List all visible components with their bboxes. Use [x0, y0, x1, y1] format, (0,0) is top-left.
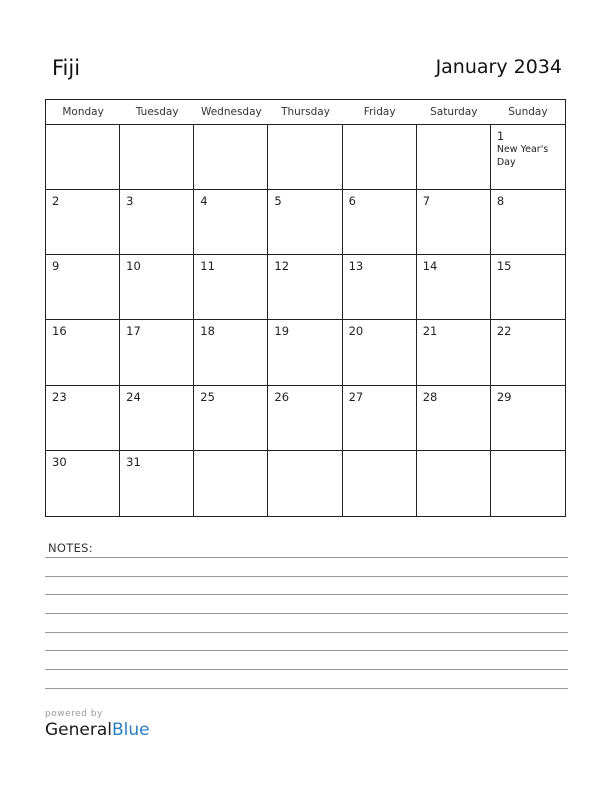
- day-cell: [194, 255, 268, 320]
- day-number: 28: [422, 389, 438, 404]
- day-cell: [194, 320, 268, 385]
- weekday-header: [46, 100, 565, 125]
- day-cell: [120, 190, 194, 255]
- day-cell: [268, 190, 342, 255]
- weekday-label: Saturday: [430, 106, 478, 118]
- day-number: 18: [200, 324, 215, 339]
- note-line: [45, 688, 568, 689]
- day-cell: [194, 125, 268, 190]
- day-cell: [46, 125, 120, 190]
- day-number: 15: [496, 259, 512, 274]
- day-cell: [343, 320, 417, 385]
- day-number: 30: [52, 454, 67, 469]
- day-number: 4: [200, 194, 208, 209]
- weekday-label: Thursday: [281, 106, 330, 118]
- day-cell: [417, 451, 491, 516]
- day-number: 23: [52, 389, 67, 404]
- day-cell: [46, 451, 120, 516]
- note-line: [45, 613, 568, 614]
- day-cell: [417, 255, 491, 320]
- day-cell: [343, 386, 417, 451]
- day-cell: [491, 125, 565, 190]
- note-line: [45, 576, 568, 577]
- day-number: 14: [422, 259, 438, 274]
- day-cell: [417, 386, 491, 451]
- day-cell: [268, 320, 342, 385]
- day-cell: [343, 190, 417, 255]
- day-number: 29: [496, 389, 512, 404]
- day-number: 1: [496, 129, 505, 143]
- weekday-label: Sunday: [508, 106, 548, 118]
- powered-by-text: powered by: [45, 709, 103, 719]
- day-cell: [46, 255, 120, 320]
- day-number: 12: [274, 259, 290, 274]
- day-cell: [268, 125, 342, 190]
- day-cell: [268, 386, 342, 451]
- day-number: 5: [274, 194, 282, 209]
- day-cell: [343, 451, 417, 516]
- day-cell: [194, 451, 268, 516]
- day-cell: [120, 386, 194, 451]
- note-line: [45, 594, 568, 595]
- month-title: January 2034: [435, 56, 562, 78]
- day-cell: [120, 125, 194, 190]
- day-cell: [417, 125, 491, 190]
- day-cell: [417, 190, 491, 255]
- day-number: 20: [348, 324, 364, 339]
- brand-name-part1: General: [45, 720, 112, 740]
- day-number: 25: [200, 389, 215, 404]
- day-number: 27: [348, 389, 364, 404]
- day-number: 17: [126, 324, 141, 339]
- day-number: 11: [200, 259, 215, 274]
- day-number: 2: [52, 194, 60, 209]
- day-cell: [343, 125, 417, 190]
- day-cell: [194, 386, 268, 451]
- day-cell: [120, 451, 194, 516]
- day-cell: [343, 255, 417, 320]
- day-cell: [491, 255, 565, 320]
- brand-name-part2: Blue: [112, 720, 150, 740]
- day-cell: [491, 320, 565, 385]
- day-cell: [268, 451, 342, 516]
- generalblue-logo: [45, 709, 150, 740]
- day-number: 24: [126, 389, 141, 404]
- calendar-grid: [45, 99, 566, 517]
- weekday-label: Tuesday: [135, 106, 179, 118]
- day-number: 22: [496, 324, 512, 339]
- day-cell: [46, 320, 120, 385]
- day-cells: [46, 125, 565, 516]
- day-cell: [268, 255, 342, 320]
- day-number: 16: [52, 324, 67, 339]
- weekday-label: Monday: [62, 106, 104, 118]
- weekday-label: Friday: [363, 106, 396, 118]
- day-number: 8: [496, 194, 505, 209]
- day-cell: [120, 320, 194, 385]
- day-cell: [491, 190, 565, 255]
- note-line: [45, 650, 568, 651]
- day-number: 7: [422, 194, 431, 209]
- day-number: 3: [126, 194, 134, 209]
- note-line: [45, 632, 568, 633]
- day-number: 26: [274, 389, 290, 404]
- day-number: 31: [126, 454, 141, 469]
- day-cell: [491, 386, 565, 451]
- day-number: 10: [126, 259, 141, 274]
- holiday-label: New Year's Day: [496, 144, 549, 168]
- weekday-label: Wednesday: [200, 106, 262, 118]
- day-cell: [491, 451, 565, 516]
- country-title: Fiji: [52, 56, 81, 80]
- day-cell: [417, 320, 491, 385]
- day-number: 6: [348, 194, 356, 209]
- brand-name: [45, 720, 150, 740]
- day-number: 13: [348, 259, 364, 274]
- day-number: 21: [422, 324, 438, 339]
- day-cell: [46, 386, 120, 451]
- note-line: [45, 669, 568, 670]
- notes-label: NOTES:: [48, 541, 93, 555]
- day-cell: [120, 255, 194, 320]
- note-line: [45, 557, 568, 558]
- day-cell: [194, 190, 268, 255]
- day-number: 9: [52, 259, 60, 274]
- day-cell: [46, 190, 120, 255]
- day-number: 19: [274, 324, 290, 339]
